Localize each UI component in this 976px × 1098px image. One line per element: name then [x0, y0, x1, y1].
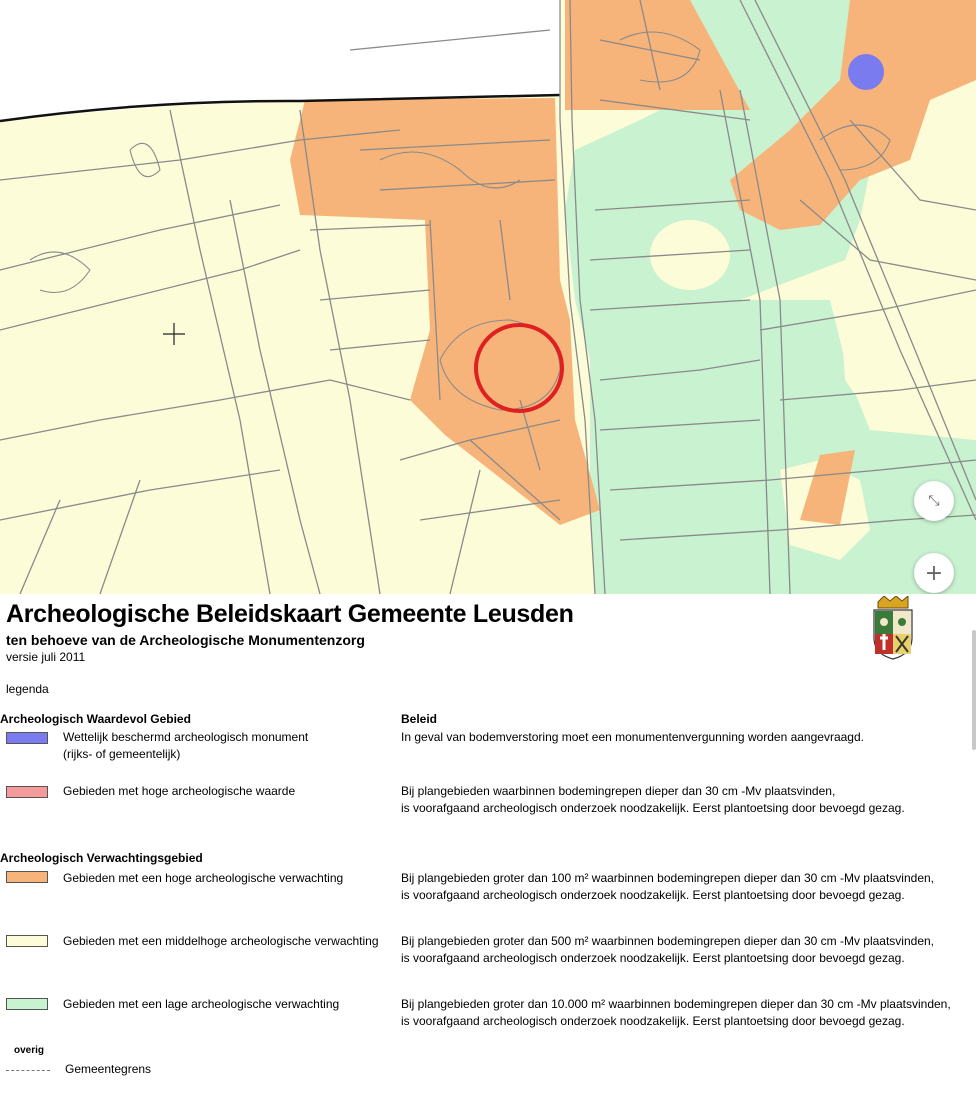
swatch-high-value: [6, 786, 48, 798]
policy-header: Beleid: [401, 712, 438, 726]
legend-item-municipal-boundary: Gemeentegrens: [65, 1062, 152, 1076]
swatch-low-expectation: [6, 998, 48, 1010]
legend-subtitle: ten behoeve van de Archeologische Monumentenzorg: [6, 632, 365, 648]
legend-label: legenda: [6, 682, 49, 696]
section-title-verwachting: Archeologisch Verwachtingsgebied: [0, 851, 203, 865]
collapse-arrows-icon: ⤡: [928, 493, 940, 509]
legend-item-high-expectation: Gebieden met een hoge archeologische verwachting: [63, 871, 344, 885]
swatch-high-expectation: [6, 871, 48, 883]
policy-low-expectation: Bij plangebieden groter dan 10.000 m² waarbinnen bodemingrepen dieper dan 30 cm -Mv plaatsvinden, is voorafgaand archeologisch onderzoek noodzakelijk. Eerst plantoetsing door bevoegd gezag.: [401, 997, 951, 1028]
swatch-medium-high-expectation: [6, 935, 48, 947]
collapse-button[interactable]: [914, 481, 954, 521]
scrollbar[interactable]: [972, 630, 976, 750]
zoom-in-button[interactable]: [914, 553, 954, 593]
legend-panel: [0, 594, 976, 1098]
policy-medium-high-expectation: Bij plangebieden groter dan 500 m² waarbinnen bodemingrepen dieper dan 30 cm -Mv plaatsvinden, is voorafgaand archeologisch onderzoek noodzakelijk. Eerst plantoetsing door bevoegd gezag.: [401, 934, 935, 965]
legend-item-protected-monument: Wettelijk beschermd archeologisch monument (rijks- of gemeentelijk): [63, 730, 309, 761]
coat-of-arms-leusden-icon: [870, 596, 916, 660]
legend-item-medium-high-expectation: Gebieden met een middelhoge archeologische verwachting: [63, 934, 379, 948]
section-title-overig: overig: [14, 1045, 45, 1056]
policy-protected-monument: In geval van bodemverstoring moet een monumentenvergunning worden aangevraagd.: [401, 730, 864, 744]
section-title-waardevol: Archeologisch Waardevol Gebied: [0, 712, 191, 726]
plus-icon: +: [924, 560, 944, 586]
municipal-boundary-line-icon: [6, 1070, 50, 1071]
policy-high-value: Bij plangebieden waarbinnen bodemingrepen dieper dan 30 cm -Mv plaatsvinden, is voorafgaand archeologisch onderzoek noodzakelijk. Eerst plantoetsing door bevoegd gezag.: [401, 784, 905, 815]
protected-monument-area: [848, 54, 884, 90]
legend-title: Archeologische Beleidskaart Gemeente Leusden: [6, 600, 574, 628]
swatch-protected-monument: [6, 732, 48, 744]
legend-version: versie juli 2011: [6, 650, 86, 664]
policy-high-expectation: Bij plangebieden groter dan 100 m² waarbinnen bodemingrepen dieper dan 30 cm -Mv plaatsvinden, is voorafgaand archeologisch onderzoek noodzakelijk. Eerst plantoetsing door bevoegd gezag.: [401, 871, 935, 902]
legend-item-high-value: Gebieden met hoge archeologische waarde: [63, 784, 296, 798]
legend-item-low-expectation: Gebieden met een lage archeologische verwachting: [63, 997, 340, 1011]
